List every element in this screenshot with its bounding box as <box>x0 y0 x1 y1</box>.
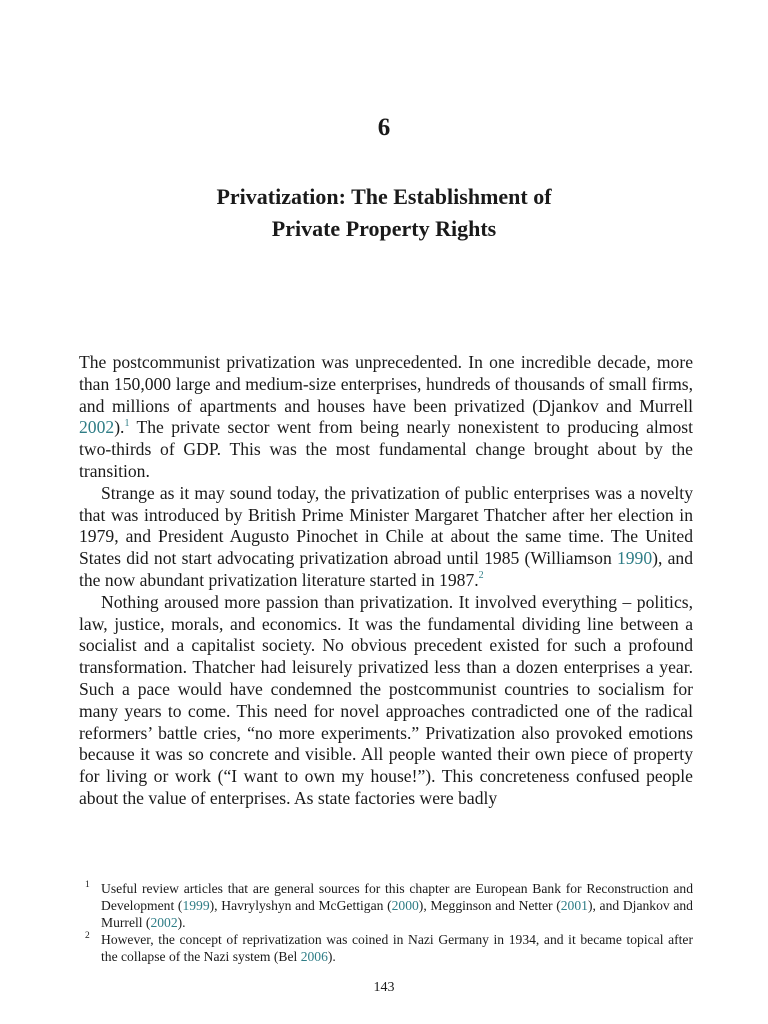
page-number: 143 <box>373 980 395 995</box>
footnote-1-text-c: ), Megginson and Netter ( <box>418 898 561 913</box>
paragraph-1-text-c: The private sector went from being nearly nonexistent to producing almost two-thirds of GDP. This was the most fundamental change brought about by the transition. <box>79 417 693 481</box>
footnote-2-text-a: However, the concept of reprivatization was coined in Nazi Germany in 1934, and it became topical after the collapse of the Nazi system (Bel <box>101 932 693 964</box>
body-text <box>79 352 693 810</box>
chapter-title-line-2: Private Property Rights <box>271 216 497 241</box>
footnote-1 <box>79 880 693 931</box>
paragraph-1-text-a: The postcommunist privatization was unprecedented. In one incredible decade, more than 150,000 large and medium-size enterprises, hundreds of thousands of small firms, and millions of apartments and houses have been privatized (Djankov and Murrell <box>79 352 693 416</box>
footnote-2-text-b: ). <box>327 949 336 964</box>
paragraph-1-text-b: ). <box>114 417 125 438</box>
footnote-1-text-b: ), Havrylyshyn and McGettigan ( <box>209 898 392 913</box>
citation-link-1999[interactable]: 1999 <box>182 898 210 913</box>
citation-link-2002[interactable]: 2002 <box>79 417 115 438</box>
footnote-1-text-e: ). <box>177 915 186 930</box>
paragraph-2-text-b: ), and the now abundant privatization literature started in 1987. <box>79 548 693 590</box>
citation-link-2000[interactable]: 2000 <box>391 898 419 913</box>
footnote-1-number: 1 <box>85 880 90 890</box>
paragraph-1 <box>79 352 693 483</box>
footnote-2-number: 2 <box>85 931 90 941</box>
footnote-1-text-a: Useful review articles that are general sources for this chapter are European Bank for Reconstruction and Development ( <box>101 881 693 913</box>
citation-link-2002-footnote[interactable]: 2002 <box>150 915 178 930</box>
citation-link-2001[interactable]: 2001 <box>560 898 588 913</box>
paragraph-3: Nothing aroused more passion than privatization. It involved everything – politics, law, justice, morals, and economics. It was the fundamental dividing line between a socialist and a capitalist society. No obvious precedent existed for such a profound transformation. Thatcher had leisurely privatized less than a dozen enterprises a year. Such a pace would have condemned the postcommunist countries to socialism for many years to come. This need for novel approaches contradicted one of the radical reformers’ battle cries, “no more experiments.” Privatization also provoked emotions because it was so concrete and visible. All people wanted their own piece of property for living or work (“I want to own my house!”). This concreteness confused people about the value of enterprises. As state factories were badly <box>79 591 693 808</box>
footnote-1-text-d: ), and Djankov and Murrell ( <box>101 898 693 930</box>
citation-link-2006[interactable]: 2006 <box>300 949 328 964</box>
paragraph-2-text-a: Strange as it may sound today, the privatization of public enterprises was a novelty that was introduced by British Prime Minister Margaret Thatcher after her election in 1979, and President Augusto Pinochet in Chile at about the same time. The United States did not start advocating privatization abroad until 1985 (Williamson <box>79 482 693 569</box>
footnotes <box>79 880 693 965</box>
chapter-title-line-1: Privatization: The Establishment of <box>216 184 552 209</box>
footnote-marker-1[interactable]: 1 <box>124 417 130 429</box>
chapter-number: 6 <box>377 114 391 141</box>
footnote-2 <box>79 931 693 965</box>
footnote-marker-2[interactable]: 2 <box>478 570 484 582</box>
paragraph-2 <box>79 483 693 592</box>
citation-link-1990[interactable]: 1990 <box>616 548 653 569</box>
chapter-title <box>0 181 768 245</box>
